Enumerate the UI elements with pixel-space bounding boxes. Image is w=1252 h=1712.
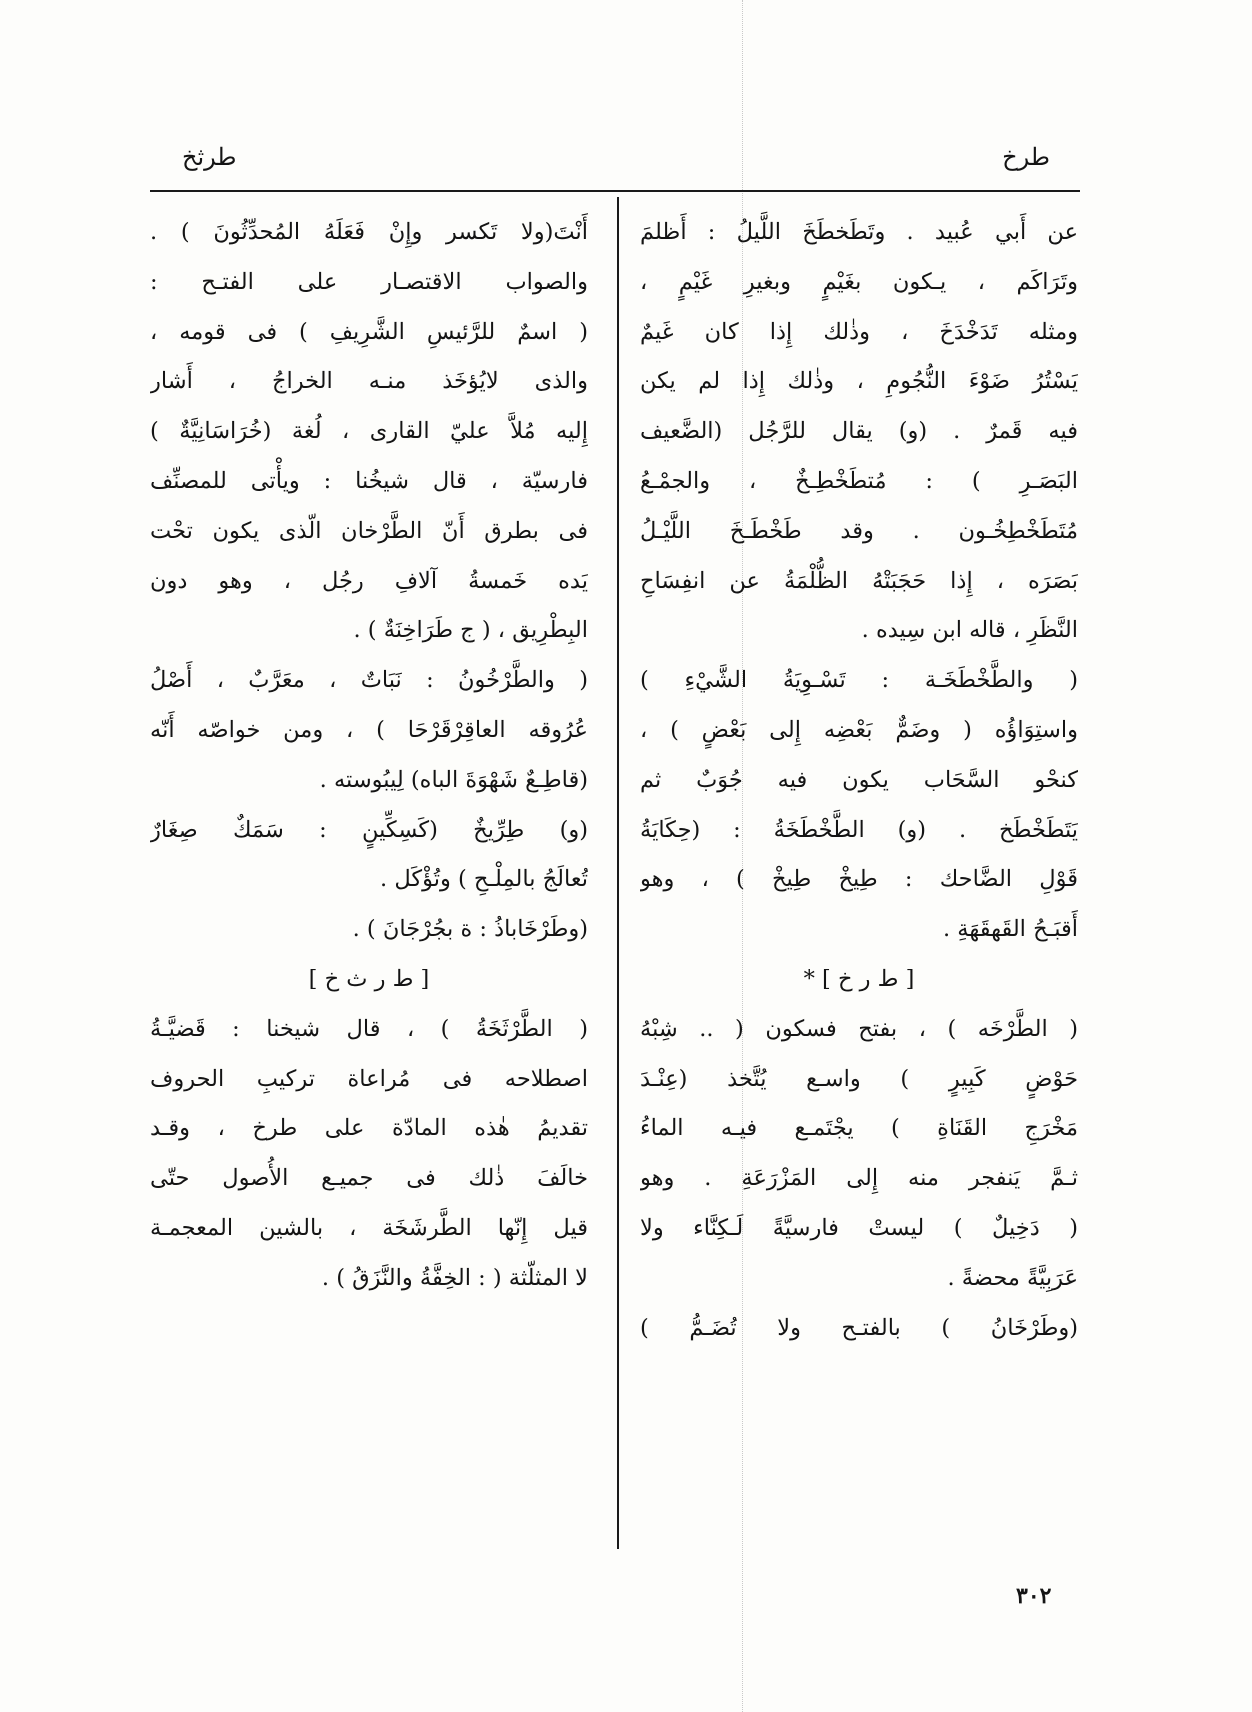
text-line: فارسيّة ، قال شيخُنا : ويأْتى للمصنِّف (150, 467, 588, 494)
left-column (150, 208, 588, 1304)
text-line: وتَرَاكَم ، يـكون بغَيْمٍ وبغيرِ غَيْمٍ ، (640, 268, 1078, 295)
text-line: (وطَرْخَاباذُ : ة بجُرْجَانَ ) . (352, 916, 588, 943)
text-line: قَوْلِ الضَّاحك : طِيخْ طِيخْ ) ، وهو (640, 866, 1078, 893)
text-line: فى بطرق أَنّ الطَّرْخان الّذى يكون تحْت (150, 517, 588, 544)
text-line: يَسْتُرُ ضَوْءَ النُّجُومِ ، وذٰلك إِذا لم يكن (640, 368, 1078, 395)
text-line: مَخْرَجِ القَنَاةِ ) يجْتَمـع فيـه الماءُ (640, 1115, 1078, 1142)
text-line: ومثله تَدَخْدَخَ ، وذٰلك إِذا كان غَيمٌ (640, 318, 1078, 345)
text-line: تُعالَجُ بالمِلْـحِ ) وتُؤْكَل . (380, 866, 588, 893)
entry-heading: [ ط ر خ ] * (803, 965, 915, 992)
text-line: ( اسمٌ للرَّئيسِ الشَّرِيفِ ) فى قومه ، (150, 318, 588, 345)
text-line: البَصَـرِ ) : مُتطَخْطِـخٌ ، والجمْـعُ (640, 467, 1078, 494)
text-line: عُرُوقه العاقِرْقَرْحَا ) ، ومن خواصّه أَنّه (150, 716, 588, 743)
right-column (640, 208, 1078, 1353)
text-line: قيل إِنّها الطَّرشَخَة ، بالشين المعجمـة (150, 1214, 588, 1241)
text-line: عَرَبِيَّةً محضةً . (947, 1264, 1078, 1291)
text-line: مُتَطَخْطِخُـون . وقد طَخْطَـخَ اللَّيْـلُ (640, 517, 1078, 544)
left-headword: طرثخ (182, 143, 237, 171)
text-line: فيه قَمرٌ . (و) يقال للرَّجُل (الضَّعيف (640, 418, 1078, 445)
text-line: ( والطَّخْطَخَـة : تَسْـوِيَةُ الشَّيْءِ ) (640, 667, 1078, 694)
text-line: واستِوَاؤُه ( وضَمٌّ بَعْضِه إِلى بَعْضٍ ) ، (640, 716, 1078, 743)
page-header (150, 140, 1080, 190)
page-number: ٣٠٢ (1016, 1583, 1052, 1609)
text-line: والصواب الاقتصـار على الفتـح : (150, 268, 588, 295)
text-line: لا المثلّثة ( : الخِفَّةُ والنَّزَقُ ) . (321, 1264, 588, 1291)
text-line: أَنْتَ(ولا تَكسر وإِنْ فَعَلَهُ المُحدِّثُونَ ) . (150, 219, 588, 245)
text-line: إِليه مُلاَّ عليّ القارى ، لُغة (خُرَاسَانِيَّةٌ ) (150, 418, 588, 445)
text-line: تقديمُ هٰذه المادّة على طرخ ، وقـد (150, 1115, 588, 1142)
entry-heading: [ ط ر ث خ ] (308, 965, 430, 992)
text-line: (قاطِـعٌ شَهْوَةَ الباه) لِيبُوسته . (319, 766, 588, 793)
text-line: ( الطَّرْخَه ) ، بفتح فسكون ( .. شِبْهُ (640, 1015, 1078, 1042)
text-line: اصطلاحه فى مُراعاة تركيبِ الحروف (150, 1065, 588, 1092)
text-line: ( والطَّرْخُونُ : نَبَاتٌ ، معَرَّبٌ ، أَصْلُ (150, 667, 588, 694)
text-line: (و) طِرِّيخٌ (كَسِكِّينٍ : سَمَكٌ صِغَارٌ (150, 816, 588, 843)
text-line: البِطْرِيق ، ( ج طَرَاخِنَةٌ ) . (353, 617, 588, 644)
text-line: ( دَخِيلٌ ) ليستْ فارسيَّةً لَـكِنَّاء ولا (640, 1214, 1078, 1241)
text-line: يَتَطَخْطَخ . (و) الطَّخْطَخَةُ : (حِكَايَةُ (640, 816, 1078, 843)
text-line: ثـمَّ يَنفجر منه إِلى المَزْرَعَةِ . وهو (640, 1165, 1078, 1192)
text-line: أَقبَـحُ القَهقَهَةِ . (942, 916, 1078, 943)
text-line: كنحْو السَّحَاب يكون فيه جُوَبٌ ثم (640, 766, 1078, 793)
text-line: خالَفَ ذٰلك فى جميـع الأُصول حتّى (150, 1165, 588, 1192)
text-line: النَّظَرِ ، قاله ابن سِيده . (861, 617, 1078, 644)
text-line: يَده خَمسةُ آلافِ رجُل ، وهو دون (150, 567, 588, 594)
text-line: بَصَرَه ، إِذا حَجَبَتْهُ الظُّلْمَةُ عن انفِسَاحِ (640, 567, 1078, 594)
text-line: (وطَرْخَانُ ) بالفتـح ولا تُضَـمُّ ) (640, 1314, 1078, 1341)
text-line: ( الطَّرْثَخَةُ ) ، قال شيخنا : قَضيَّـةُ (150, 1015, 588, 1042)
text-line: حَوْضٍ كَبِيرٍ ) واسـع يُتَّخذ (عِنْـدَ (640, 1065, 1078, 1092)
text-line: عن أَبي عُبيد . وتَطَخطَخَ اللَّيلُ : أَظلمَ (640, 219, 1078, 245)
column-divider (617, 197, 619, 1549)
right-headword: طرخ (1002, 143, 1050, 171)
header-rule (150, 190, 1080, 192)
text-line: والذى لايُؤخَذ منـه الخراجُ ، أَشار (150, 368, 588, 395)
